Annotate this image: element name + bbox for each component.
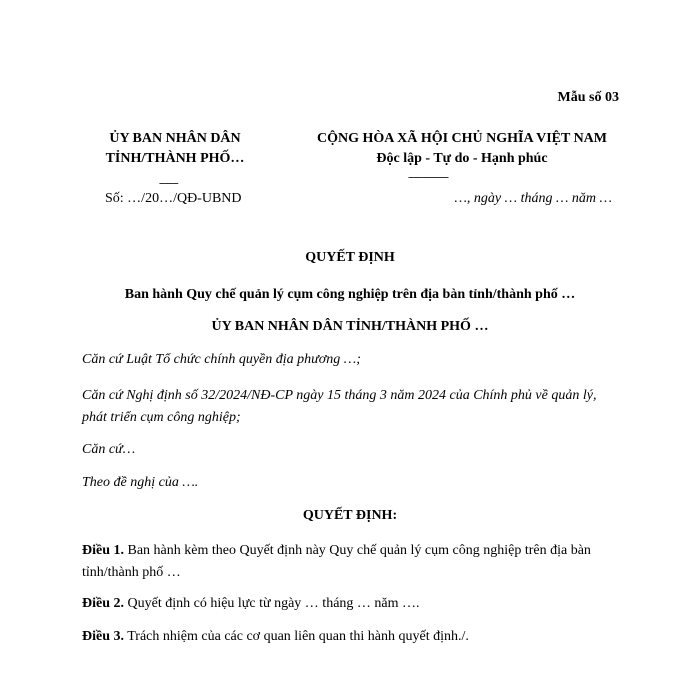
article-1-text: Ban hành kèm theo Quyết định này Quy chế quản lý cụm công nghiệp trên địa bàn tỉnh/thành phố … [82, 543, 591, 580]
article-2-label: Điều 2. [82, 596, 124, 611]
issuer-divider: ------- [159, 177, 178, 189]
decision-heading: QUYẾT ĐỊNH: [302, 508, 398, 523]
article-2 [82, 593, 617, 615]
state-motto: Độc lập - Tự do - Hạnh phúc [376, 151, 548, 166]
state-header [272, 129, 652, 169]
issuing-authority: ỦY BAN NHÂN DÂN TỈNH/THÀNH PHỐ … [211, 319, 489, 334]
article-3-text: Trách nhiệm của các cơ quan liên quan thi hành quyết định./. [124, 629, 469, 644]
article-3-label: Điều 3. [82, 629, 124, 644]
proposal-line: Theo đề nghị của …. [82, 475, 199, 490]
article-2-text: Quyết định có hiệu lực từ ngày … tháng … năm …. [124, 596, 420, 611]
legal-basis-1: Căn cứ Luật Tổ chức chính quyền địa phương …; [82, 352, 361, 367]
form-code: Mẫu số 03 [557, 90, 619, 105]
place-date: …, ngày … tháng … năm … [454, 191, 612, 206]
article-3 [82, 626, 617, 648]
article-1 [82, 540, 617, 584]
document-subtitle: Ban hành Quy chế quản lý cụm công nghiệp trên địa bàn tỉnh/thành phố … [124, 287, 576, 302]
article-1-label: Điều 1. [82, 543, 124, 558]
document-title: QUYẾT ĐỊNH [305, 250, 395, 265]
issuer-line-2: TỈNH/THÀNH PHỐ… [105, 151, 245, 166]
legal-basis-3: Căn cứ… [82, 442, 136, 457]
legal-basis-2: Căn cứ Nghị định số 32/2024/NĐ-CP ngày 15 tháng 3 năm 2024 của Chính phủ về quản lý, phát triển cụm công nghiệp; [82, 388, 597, 425]
document-number: Số: …/20…/QĐ-UBND [105, 191, 242, 206]
issuer-header [70, 129, 280, 169]
state-divider: --------------- [408, 171, 448, 183]
issuer-line-1: ỦY BAN NHÂN DÂN [109, 131, 241, 146]
state-name: CỘNG HÒA XÃ HỘI CHỦ NGHĨA VIỆT NAM [316, 131, 607, 146]
